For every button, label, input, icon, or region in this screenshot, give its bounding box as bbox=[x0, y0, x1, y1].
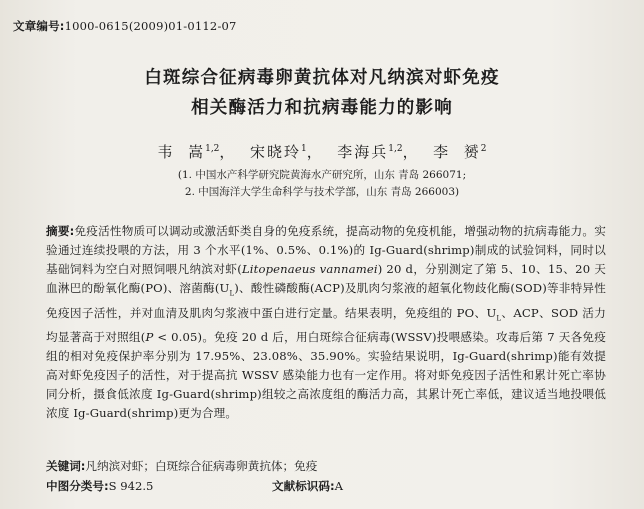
article-number-label: 文章编号: bbox=[13, 19, 65, 33]
classification-line bbox=[46, 478, 606, 494]
author-list: 韦 嵩$^{1,2}$， 宋晓玲$^1$， 李海兵$^{1,2}$， 李 赟$^2$ bbox=[157, 143, 487, 161]
abstract-label: 摘要: bbox=[46, 224, 75, 238]
author-name: 韦 嵩 bbox=[157, 143, 206, 161]
author-name: 李海兵 bbox=[337, 143, 389, 161]
clc-label: 中图分类号: bbox=[46, 479, 109, 493]
subscript: L bbox=[229, 289, 235, 298]
abstract bbox=[46, 222, 606, 424]
clc-value: S 942.5 bbox=[108, 479, 154, 493]
abstract-text: )、酸性磷酸酶(ACP)及肌肉匀浆液的超氧化物歧化酶(SOD)等非特异性免疫因子活性，并对血清及肌肉匀浆液中蛋白进行定量。结果表明，免疫组的 PO、U bbox=[46, 281, 606, 320]
article-number bbox=[13, 18, 237, 34]
author-affiliation-mark: 2 bbox=[480, 144, 487, 154]
p-value-symbol: P bbox=[145, 330, 154, 345]
author-affiliation-mark: 1,2 bbox=[205, 144, 220, 154]
species-name: Litopenaeus vannamei bbox=[241, 262, 378, 277]
abstract-text: 、ACP、SOD 活力均显著高于对照组( bbox=[46, 305, 606, 345]
keywords bbox=[46, 458, 606, 474]
article-number-value: 1000-0615(2009)01-0112-07 bbox=[64, 19, 237, 33]
subscript: L bbox=[496, 314, 502, 322]
title-line-1: 白斑综合征病毒卵黄抗体对凡纳滨对虾免疫 bbox=[144, 68, 500, 88]
doc-code-value: A bbox=[334, 479, 343, 493]
doc-code-label: 文献标识码: bbox=[272, 479, 335, 493]
author-affiliation-mark: 1,2 bbox=[388, 144, 403, 154]
author-name: 李 赟 bbox=[433, 143, 481, 161]
abstract-text: < 0.05)。免疫 20 d 后，用白斑综合征病毒(WSSV)投喂感染。攻毒后第 7 天各免疫组的相对免疫保护率分别为 17.95%、23.08%、35.90%。实验结果说明，Ig-Guard(shrimp)能有效提高对虾免疫因子的活性，对于提高抗 WSSV 感染能力也有一定作用。将对虾免疫因子活性和累计死亡率协同分析，摄食低浓度 Ig-Guard(shrimp)组较之高浓度组的酶活力高，其累计死亡率低，建议适当地投喂低浓度 Ig-Guard(shrimp)更为合理。 bbox=[46, 330, 606, 421]
affiliation-2: 2. 中国海洋大学生命科学与技术学部，山东 青岛 266003) bbox=[184, 186, 460, 198]
abstract-text: 免疫活性物质可以调动或激活虾类自身的免疫系统，提高动物的免疫机能，增强动物的抗病毒能力。实验通过连续投喂的方法，用 3 个水平(1%、0.5%、0.1%)的 Ig-Guard(shrimp)制成的试验饲料，同时以基础饲料为空白对照饲喂凡纳滨对虾( bbox=[46, 224, 606, 277]
title-line-2: 相关酶活力和抗病毒能力的影响 bbox=[191, 98, 453, 118]
author-affiliation-mark: 1 bbox=[300, 144, 307, 154]
abstract-text: ) 20 d，分别测定了第 5、10、15、20 天血淋巴的酚氧化酶(PO)、溶菌酶(U bbox=[46, 262, 607, 296]
keywords-value: 凡纳滨对虾；白斑综合征病毒卵黄抗体；免疫 bbox=[85, 459, 318, 473]
affiliation-1: (1. 中国水产科学研究院黄海水产研究所，山东 青岛 266071; bbox=[177, 169, 467, 181]
author-name: 宋晓玲 bbox=[249, 143, 301, 161]
keywords-label: 关键词: bbox=[46, 459, 86, 473]
document-code bbox=[272, 478, 343, 494]
